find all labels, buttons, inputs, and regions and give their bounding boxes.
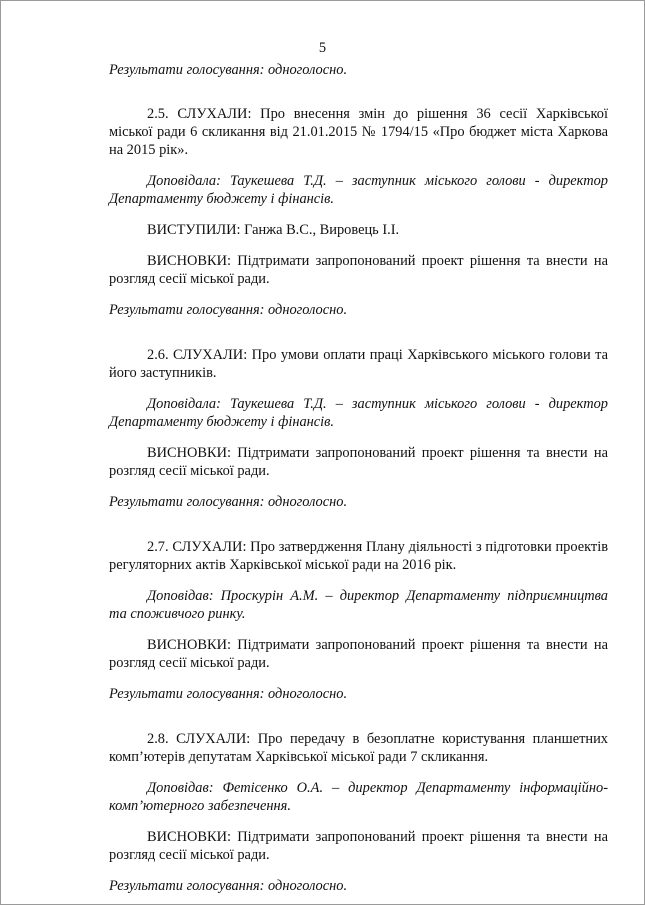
agenda-item-2-8 xyxy=(109,730,608,895)
voting-result: Результати голосування: одноголосно. xyxy=(109,302,348,318)
agenda-item-2-7 xyxy=(109,538,608,703)
conclusion-paragraph: ВИСНОВКИ: Підтримати запропонований проект рішення та внести на розгляд сесії міської ради. xyxy=(109,829,608,863)
speaker-paragraph: Доповідав: Фетісенко О.А. – директор Департаменту інформаційно-комп’ютерного забезпечення. xyxy=(109,780,608,814)
heard-paragraph: 2.8. СЛУХАЛИ: Про передачу в безоплатне користування планшетних комп’ютерів депутатам Харківської міської ради 7 скликання. xyxy=(109,731,608,765)
heard-paragraph: 2.6. СЛУХАЛИ: Про умови оплати праці Харківського міського голови та його заступників. xyxy=(109,347,608,381)
page-content xyxy=(109,61,608,895)
speaker-paragraph: Доповідала: Таукешева Т.Д. – заступник міського голови - директор Департаменту бюджету і фінансів. xyxy=(109,396,608,430)
heard-paragraph: 2.7. СЛУХАЛИ: Про затвердження Плану діяльності з підготовки проектів регуляторних актів Харківської міської ради на 2016 рік. xyxy=(109,539,608,573)
voting-result: Результати голосування: одноголосно. xyxy=(109,494,348,510)
conclusion-paragraph: ВИСНОВКИ: Підтримати запропонований проект рішення та внести на розгляд сесії міської ради. xyxy=(109,637,608,671)
conclusion-paragraph: ВИСНОВКИ: Підтримати запропонований проект рішення та внести на розгляд сесії міської ради. xyxy=(109,253,608,287)
spoke-paragraph: ВИСТУПИЛИ: Ганжа В.С., Вировець І.І. xyxy=(147,222,400,238)
page-number: 5 xyxy=(318,40,327,56)
speaker-paragraph: Доповідала: Таукешева Т.Д. – заступник міського голови - директор Департаменту бюджету і фінансів. xyxy=(109,173,608,207)
heard-paragraph: 2.5. СЛУХАЛИ: Про внесення змін до рішення 36 сесії Харківської міської ради 6 скликання від 21.01.2015 № 1794/15 «Про бюджет міста Харкова на 2015 рік». xyxy=(109,106,608,158)
voting-result: Результати голосування: одноголосно. xyxy=(109,62,348,78)
agenda-item-2-6 xyxy=(109,346,608,511)
speaker-paragraph: Доповідав: Проскурін А.М. – директор Департаменту підприємництва та споживчого ринку. xyxy=(109,588,608,622)
voting-result: Результати голосування: одноголосно. xyxy=(109,686,348,702)
conclusion-paragraph: ВИСНОВКИ: Підтримати запропонований проект рішення та внести на розгляд сесії міської ради. xyxy=(109,445,608,479)
agenda-item-2-5 xyxy=(109,105,608,319)
voting-result: Результати голосування: одноголосно. xyxy=(109,878,348,894)
